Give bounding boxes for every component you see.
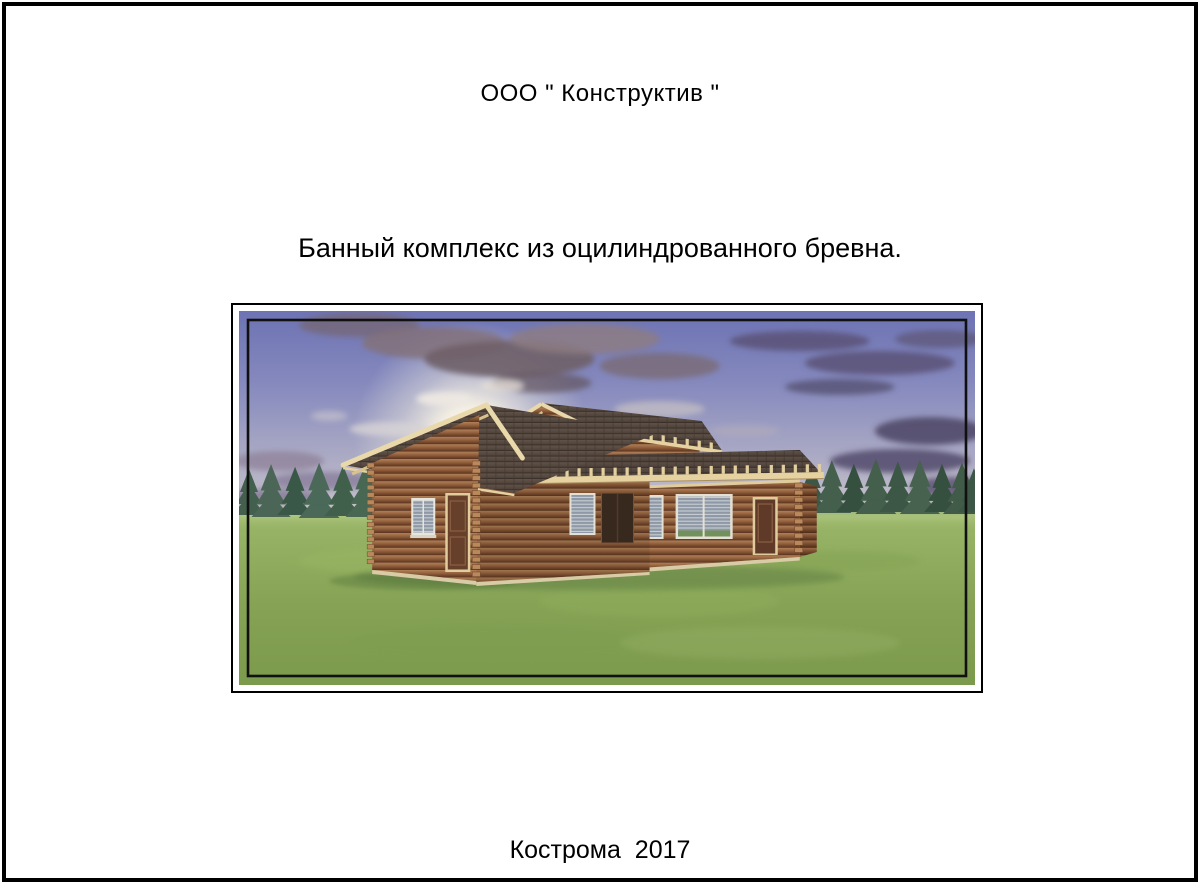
house-rendering xyxy=(239,311,975,685)
rendering-figure xyxy=(231,303,983,693)
house-rendering-svg xyxy=(239,311,975,685)
footer-city-year: Кострома 2017 xyxy=(509,836,691,864)
right-section xyxy=(642,481,817,572)
company-title: ООО " Конструктив " xyxy=(480,80,720,107)
subtitle-line-1: Банный комплекс из оцилиндрованного бревна. xyxy=(298,233,902,263)
